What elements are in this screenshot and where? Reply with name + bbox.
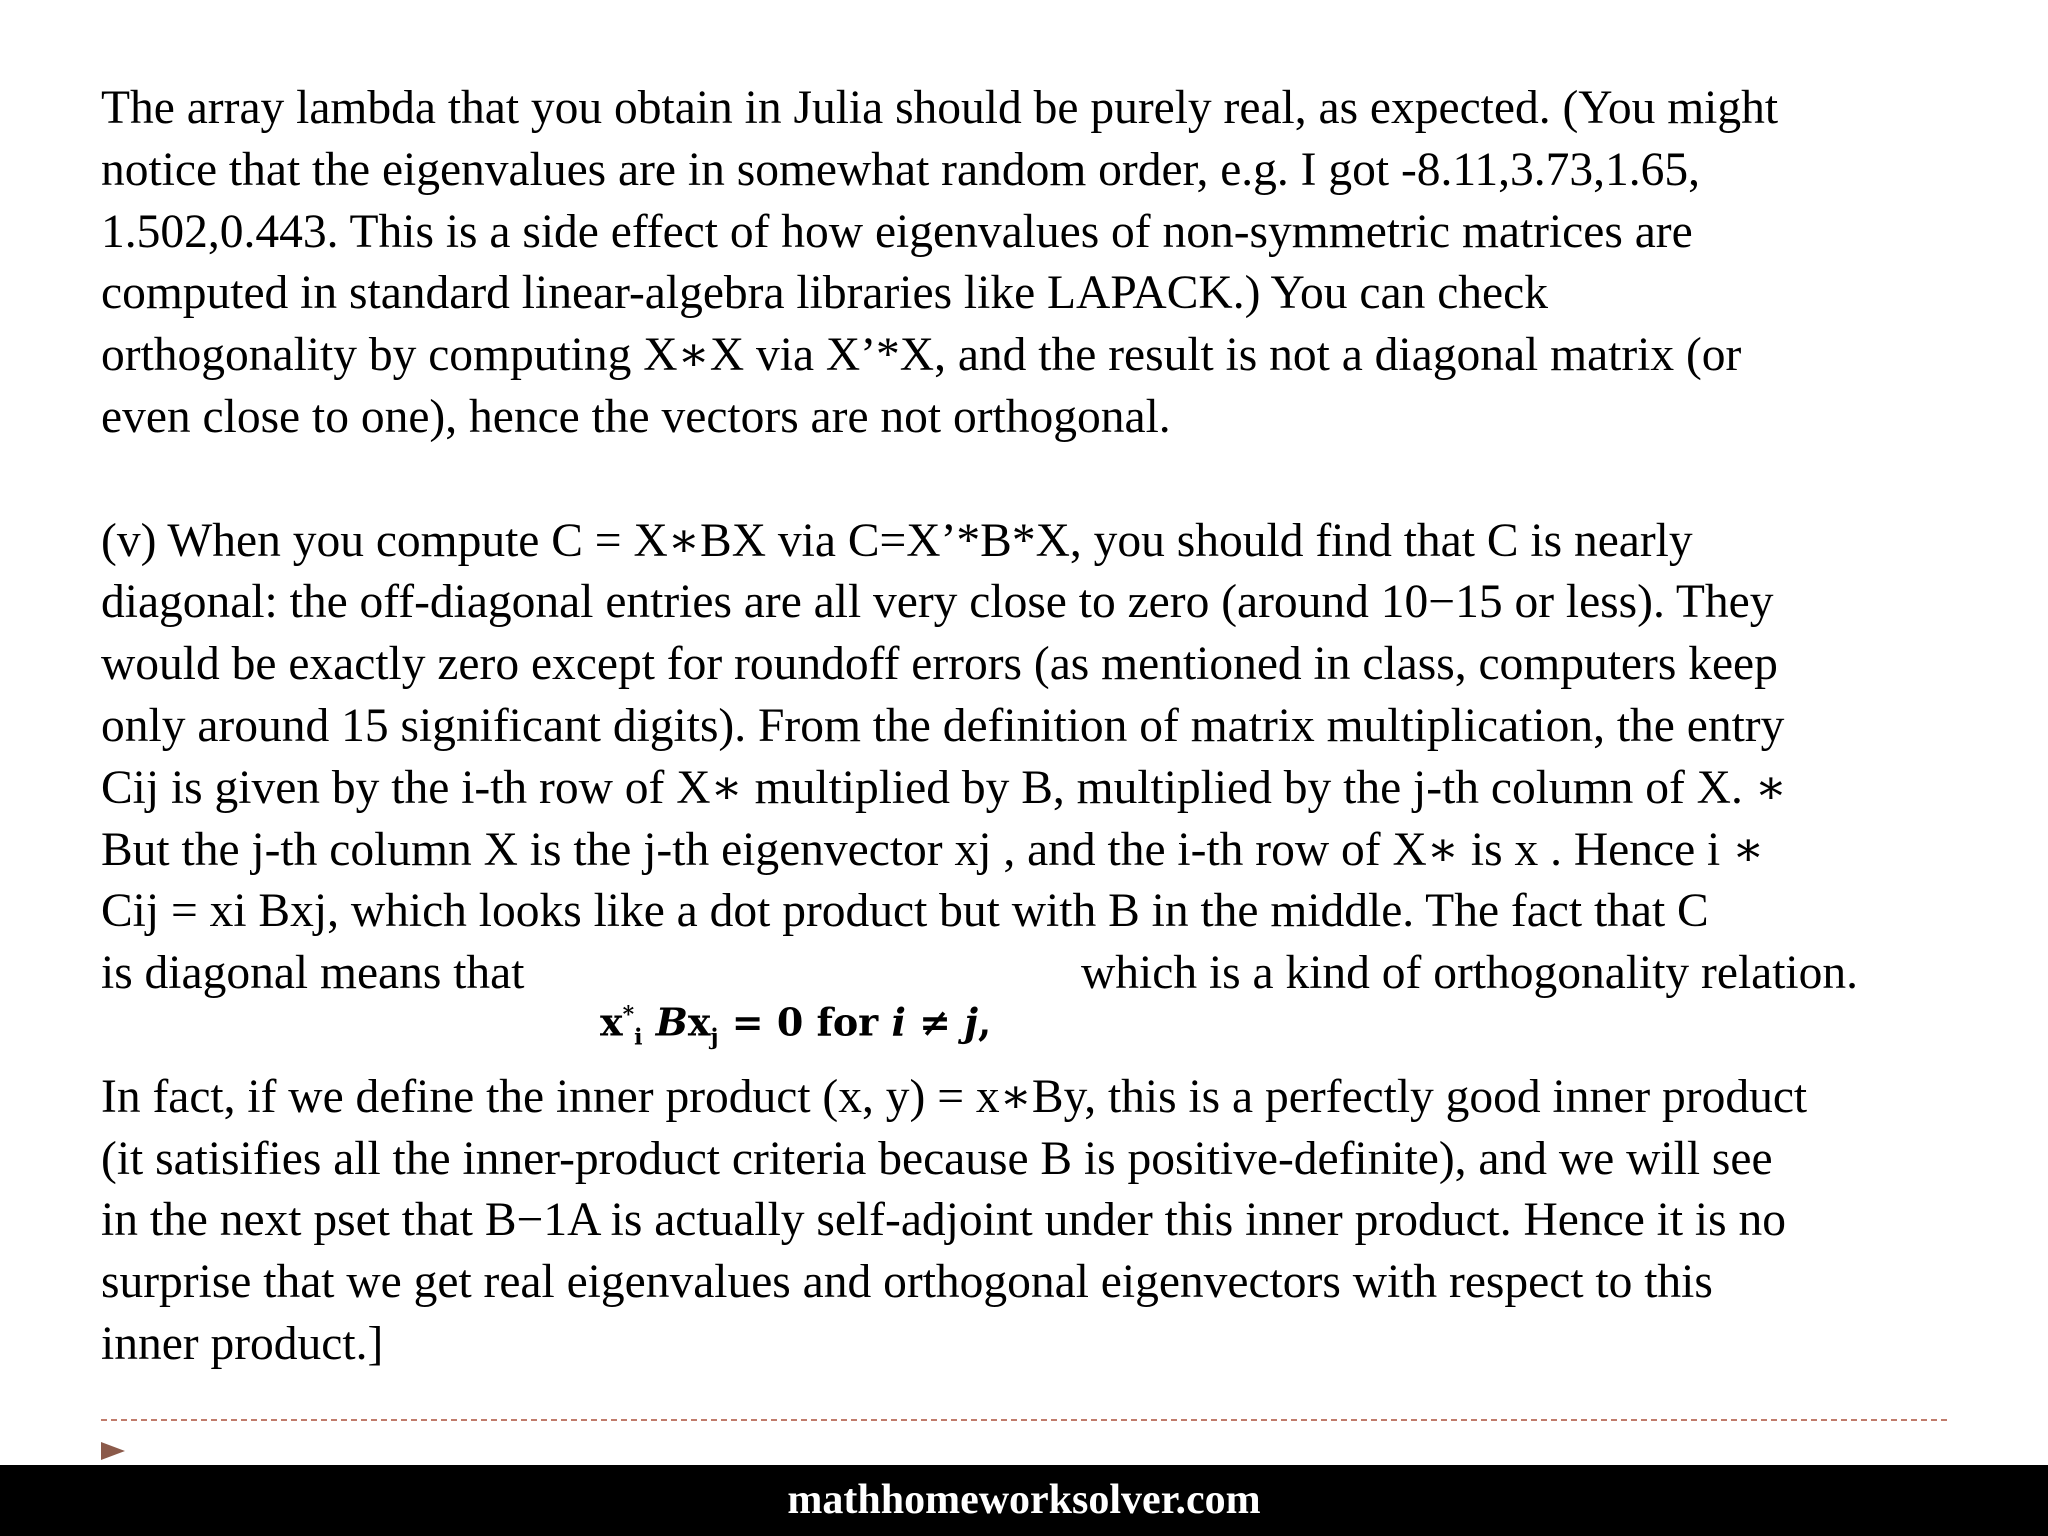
formula-neq: ≠ xyxy=(905,999,965,1045)
text-line: only around 15 significant digits). From the definition of matrix multiplication, the entry xyxy=(101,699,1785,752)
orthogonality-formula xyxy=(600,993,991,1059)
footer-site-name: mathhomeworksolver.com xyxy=(787,1477,1261,1523)
text-line: (it satisifies all the inner-product criteria because B is positive-definite), and we will see xyxy=(101,1132,1773,1185)
text-line: (v) When you compute C = X∗BX via C=X’*B*X, you should find that C is nearly xyxy=(101,514,1693,567)
text-line: inner product.] xyxy=(101,1317,384,1370)
slide-content xyxy=(101,78,2001,1376)
text-line: The array lambda that you obtain in Julia should be purely real, as expected. (You might xyxy=(101,82,1779,134)
text-line: even close to one), hence the vectors are not orthogonal. xyxy=(101,390,1171,443)
paragraph-eigenvalues-real xyxy=(101,78,2001,449)
paragraph-gap xyxy=(101,449,2001,511)
text-line: Cij = xi Bxj, which looks like a dot product but with B in the middle. The fact that C xyxy=(101,885,1709,938)
text-line: computed in standard linear-algebra libraries like LAPACK.) You can check xyxy=(101,267,1548,320)
text-line: 1.502,0.443. This is a side effect of how eigenvalues of non-symmetric matrices are xyxy=(101,205,1693,258)
text-line: Cij is given by the i-th row of X∗ multiplied by B, multiplied by the j-th column of X. ∗ xyxy=(101,761,1788,814)
text-right: which is a kind of orthogonality relation. xyxy=(1081,947,1859,1000)
formula-i: i xyxy=(891,999,906,1045)
formula-star: * xyxy=(622,1002,635,1028)
formula-rest: = 0 for xyxy=(718,999,892,1045)
text-left: is diagonal means that xyxy=(101,947,525,1000)
paragraph-part-v xyxy=(101,511,2001,1005)
formula-x: x xyxy=(600,999,623,1045)
text-line: notice that the eigenvalues are in somewhat random order, e.g. I got -8.11,3.73,1.65, xyxy=(101,143,1700,196)
text-line: orthogonality by computing X∗X via X’*X, and the result is not a diagonal matrix (or xyxy=(101,329,1742,382)
formula-gap xyxy=(101,1005,2001,1067)
paragraph-inner-product xyxy=(101,1067,2001,1376)
formula-j: j xyxy=(964,999,978,1045)
formula-b: B xyxy=(655,999,688,1045)
text-line: diagonal: the off-diagonal entries are all very close to zero (around 10−15 or less). They xyxy=(101,576,1774,629)
formula-comma: , xyxy=(977,999,992,1045)
triangle-marker-icon xyxy=(101,1442,125,1460)
text-line-with-formula-gap xyxy=(101,943,2001,1005)
text-line: In fact, if we define the inner product (x, y) = x∗By, this is a perfectly good inner product xyxy=(101,1070,1808,1123)
text-line: But the j-th column X is the j-th eigenvector xj , and the i-th row of X∗ is x . Hence i ∗ xyxy=(101,823,1765,876)
text-line: in the next pset that B−1A is actually self-adjoint under this inner product. Hence it is no xyxy=(101,1194,1786,1247)
text-line: would be exactly zero except for roundoff errors (as mentioned in class, computers keep xyxy=(101,638,1778,691)
formula-sub-i: i xyxy=(634,1024,643,1051)
text-line: surprise that we get real eigenvalues and orthogonal eigenvectors with respect to this xyxy=(101,1256,1713,1309)
formula-x2: x xyxy=(687,999,711,1045)
dashed-divider xyxy=(101,1419,1947,1421)
formula-sub-j: j xyxy=(710,1024,719,1051)
footer-bar xyxy=(0,1465,2048,1536)
